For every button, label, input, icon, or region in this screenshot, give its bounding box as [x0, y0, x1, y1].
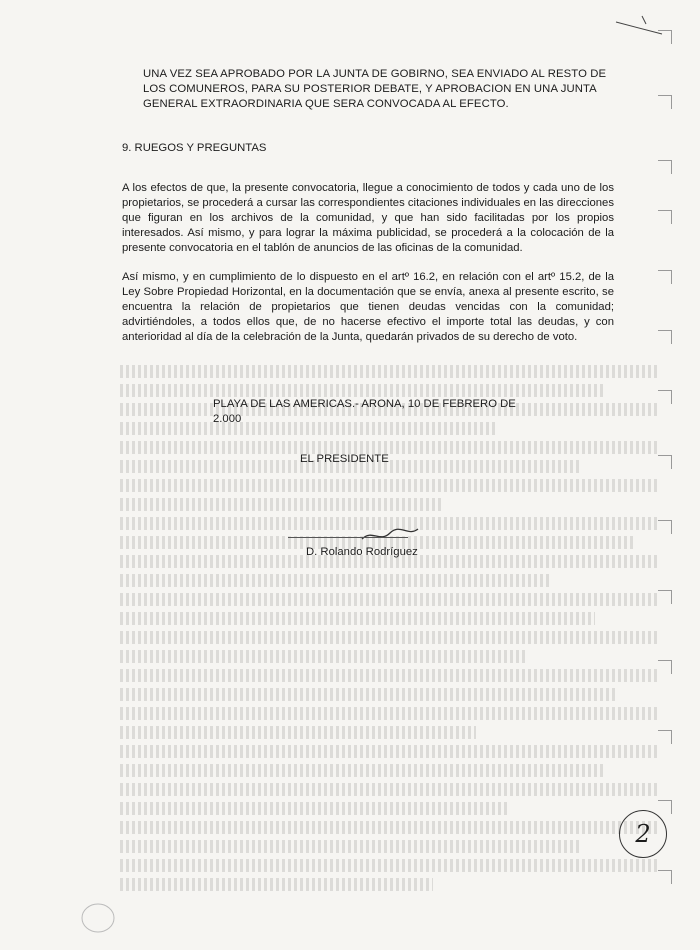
handwritten-page-number: 2	[619, 810, 667, 858]
dateline: PLAYA DE LAS AMERICAS.- ARONA, 10 DE FEBRERO DE 2.000	[213, 398, 516, 425]
paragraph-voting-rights: Así mismo, y en cumplimiento de lo dispuesto en el artº 16.2, en relación con el artº 15.2, de la Ley Sobre Propiedad Horizontal, en la documentación que se envía, anexa al presente escrito, se encuentra la relación de propietarios que tienen deudas vencidas con la comunidad; advirtiéndoles, a todos ellos que, de no hacerse efectivo el importe total las deudas, y con anterioridad al día de la celebración de la Junta, quedarán privados de su derecho de voto.	[122, 271, 614, 343]
signature-line	[288, 537, 408, 538]
corner-pen-mark	[612, 12, 672, 42]
signatory-title: EL PRESIDENTE	[300, 453, 389, 465]
bottom-left-mark	[78, 898, 118, 938]
signatory-name: D. Rolando Rodríguez	[306, 546, 418, 558]
paragraph-publicity: A los efectos de que, la presente convocatoria, llegue a conocimiento de todos y cada uno de los propietarios, se procederá a cursar las correspondientes citaciones individuales en las direcciones que figuran en los archivos de la comunidad, y que han sido facilitadas por los propios interesados. Así mismo, y para lograr la máxima publicidad, se procederá a la colocación de la presente convocatoria en el tablón de anuncios de las oficinas de la comunidad.	[122, 182, 614, 254]
bleed-through-text	[120, 365, 660, 910]
signature-scribble	[360, 525, 420, 545]
upper-paragraph: UNA VEZ SEA APROBADO POR LA JUNTA DE GOBIRNO, SEA ENVIADO AL RESTO DE LOS COMUNEROS, PARA SU POSTERIOR DEBATE, Y APROBACION EN UNA JUNTA GENERAL EXTRAORDINARIA QUE SERA CONVOCADA AL EFECTO.	[143, 68, 607, 110]
section-heading: 9. RUEGOS Y PREGUNTAS	[122, 142, 267, 154]
